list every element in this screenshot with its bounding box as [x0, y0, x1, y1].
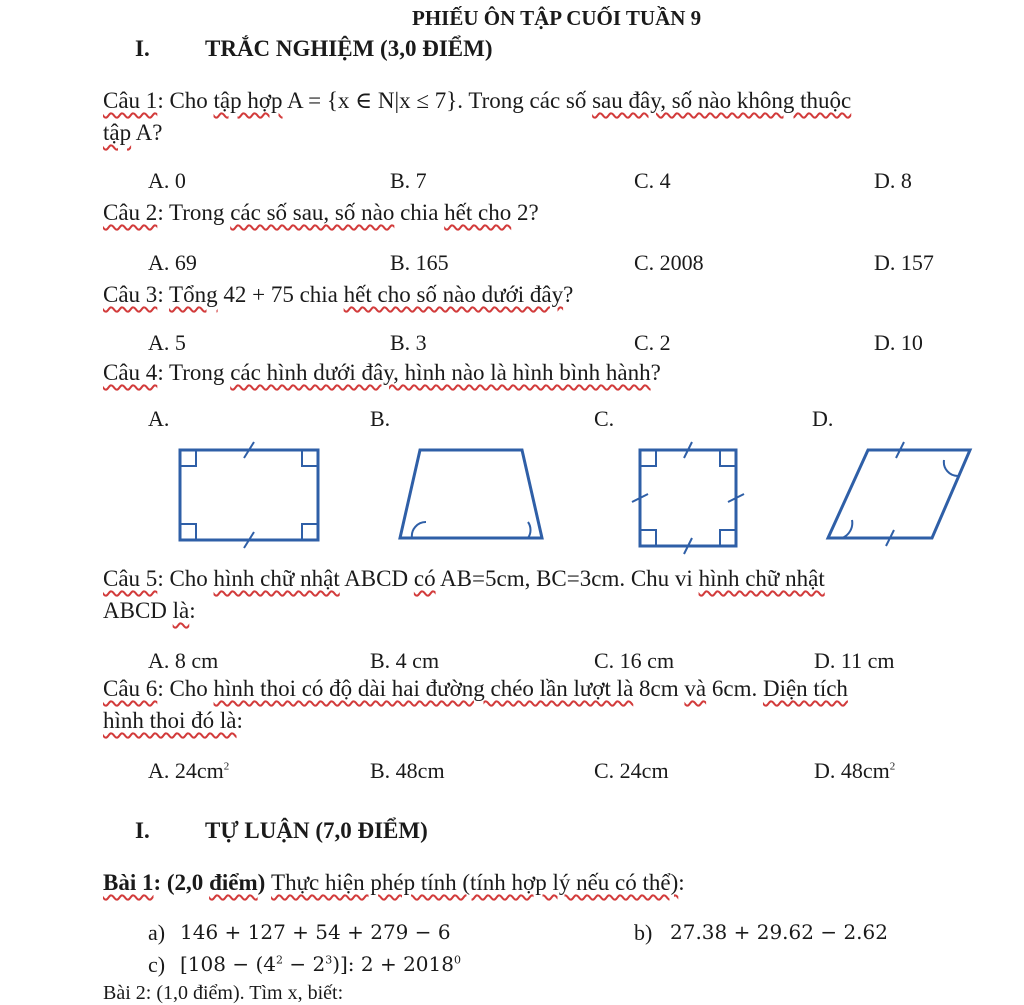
- q6-option-b[interactable]: B. 48cm: [370, 758, 445, 783]
- q4-option-d[interactable]: D.: [812, 406, 834, 431]
- q1-option-b[interactable]: B. 7: [390, 168, 427, 193]
- question-2-label: Câu 2: [103, 200, 158, 225]
- question-6: Câu 6: Cho hình thoi có độ dài hai đường chéo lần lượt là 8cm và 6cm. Diện tích: [103, 676, 848, 701]
- q1-option-d[interactable]: D. 8: [874, 168, 912, 193]
- q6-option-d[interactable]: D. $48cm^2$: [814, 758, 896, 783]
- question-6-label: Câu 6: [103, 676, 158, 701]
- exercise-1a-expression: 146 + 127 + 54 + 279 − 6: [180, 920, 451, 944]
- section-number-2: I.: [135, 818, 150, 843]
- q4-option-c[interactable]: C.: [594, 406, 615, 431]
- exercise-1: Bài 1: (2,0 điểm) Thực hiện phép tính (tính hợp lý nếu có thể):: [103, 870, 685, 895]
- figure-parallelogram[interactable]: [828, 442, 970, 546]
- q4-option-a[interactable]: A.: [148, 406, 170, 431]
- exercise-1a-label: a): [148, 920, 166, 945]
- exercise-1-label: Bài 1: [103, 870, 154, 895]
- question-1-label: Câu 1: [103, 88, 158, 113]
- exercise-2: Bài 2: (1,0 điểm). Tìm x, biết:: [103, 982, 344, 1004]
- q5-option-b[interactable]: B. 4 cm: [370, 648, 440, 673]
- question-5-label: Câu 5: [103, 566, 158, 591]
- q3-option-d[interactable]: D. 10: [874, 330, 923, 355]
- exercise-1c-expression: $[108 - (4^2 - 2^3)]$: $2 + 2018^0$: [180, 952, 461, 976]
- worksheet-title: PHIẾU ÔN TẬP CUỐI TUẦN 9: [412, 6, 702, 30]
- q3-option-a[interactable]: A. 5: [148, 330, 186, 355]
- q2-option-a[interactable]: A. 69: [148, 250, 197, 275]
- question-1: Câu 1: Cho tập hợp A = {x ∈ N|x ≤ 7}. Trong các số sau đây, số nào không thuộc: [103, 88, 852, 113]
- q1-option-c[interactable]: C. 4: [634, 168, 671, 193]
- q2-option-d[interactable]: D. 157: [874, 250, 934, 275]
- exercise-1b-expression: 27.38 + 29.62 − 2.62: [670, 920, 888, 944]
- q5-option-d[interactable]: D. 11 cm: [814, 648, 895, 673]
- question-1-line2: tập A?: [103, 120, 163, 145]
- q3-option-c[interactable]: C. 2: [634, 330, 671, 355]
- q2-option-b[interactable]: B. 165: [390, 250, 449, 275]
- section-title-essay: TỰ LUẬN (7,0 ĐIỂM): [205, 818, 428, 843]
- question-3-label: Câu 3: [103, 282, 158, 307]
- section-number-1: I.: [135, 36, 150, 61]
- section-title-multiple-choice: TRẮC NGHIỆM (3,0 ĐIỂM): [205, 36, 493, 61]
- q6-option-a[interactable]: A. $24cm^2$: [148, 758, 230, 783]
- q3-option-b[interactable]: B. 3: [390, 330, 427, 355]
- q2-option-c[interactable]: C. 2008: [634, 250, 704, 275]
- q5-option-a[interactable]: A. 8 cm: [148, 648, 219, 673]
- q1-option-a[interactable]: A. 0: [148, 168, 186, 193]
- q5-option-c[interactable]: C. 16 cm: [594, 648, 675, 673]
- exercise-1c-label: c): [148, 952, 166, 977]
- question-4-label: Câu 4: [103, 360, 158, 385]
- question-2: Câu 2: Trong các số sau, số nào chia hết cho 2?: [103, 200, 539, 225]
- figure-square[interactable]: [632, 442, 744, 554]
- question-6-line2: hình thoi đó là:: [103, 708, 243, 733]
- q6-option-c[interactable]: C. 24cm: [594, 758, 669, 783]
- question-3: Câu 3: Tổng 42 + 75 chia hết cho số nào dưới đây?: [103, 282, 574, 307]
- q4-option-b[interactable]: B.: [370, 406, 391, 431]
- figure-trapezoid[interactable]: [400, 450, 542, 538]
- question-5-line2: ABCD là:: [103, 598, 196, 623]
- exercise-1b-label: b): [634, 920, 653, 945]
- question-5: Câu 5: Cho hình chữ nhật ABCD có AB=5cm, BC=3cm. Chu vi hình chữ nhật: [103, 566, 825, 591]
- question-4: Câu 4: Trong các hình dưới đây, hình nào là hình bình hành?: [103, 360, 661, 385]
- figure-rectangle[interactable]: [180, 442, 318, 548]
